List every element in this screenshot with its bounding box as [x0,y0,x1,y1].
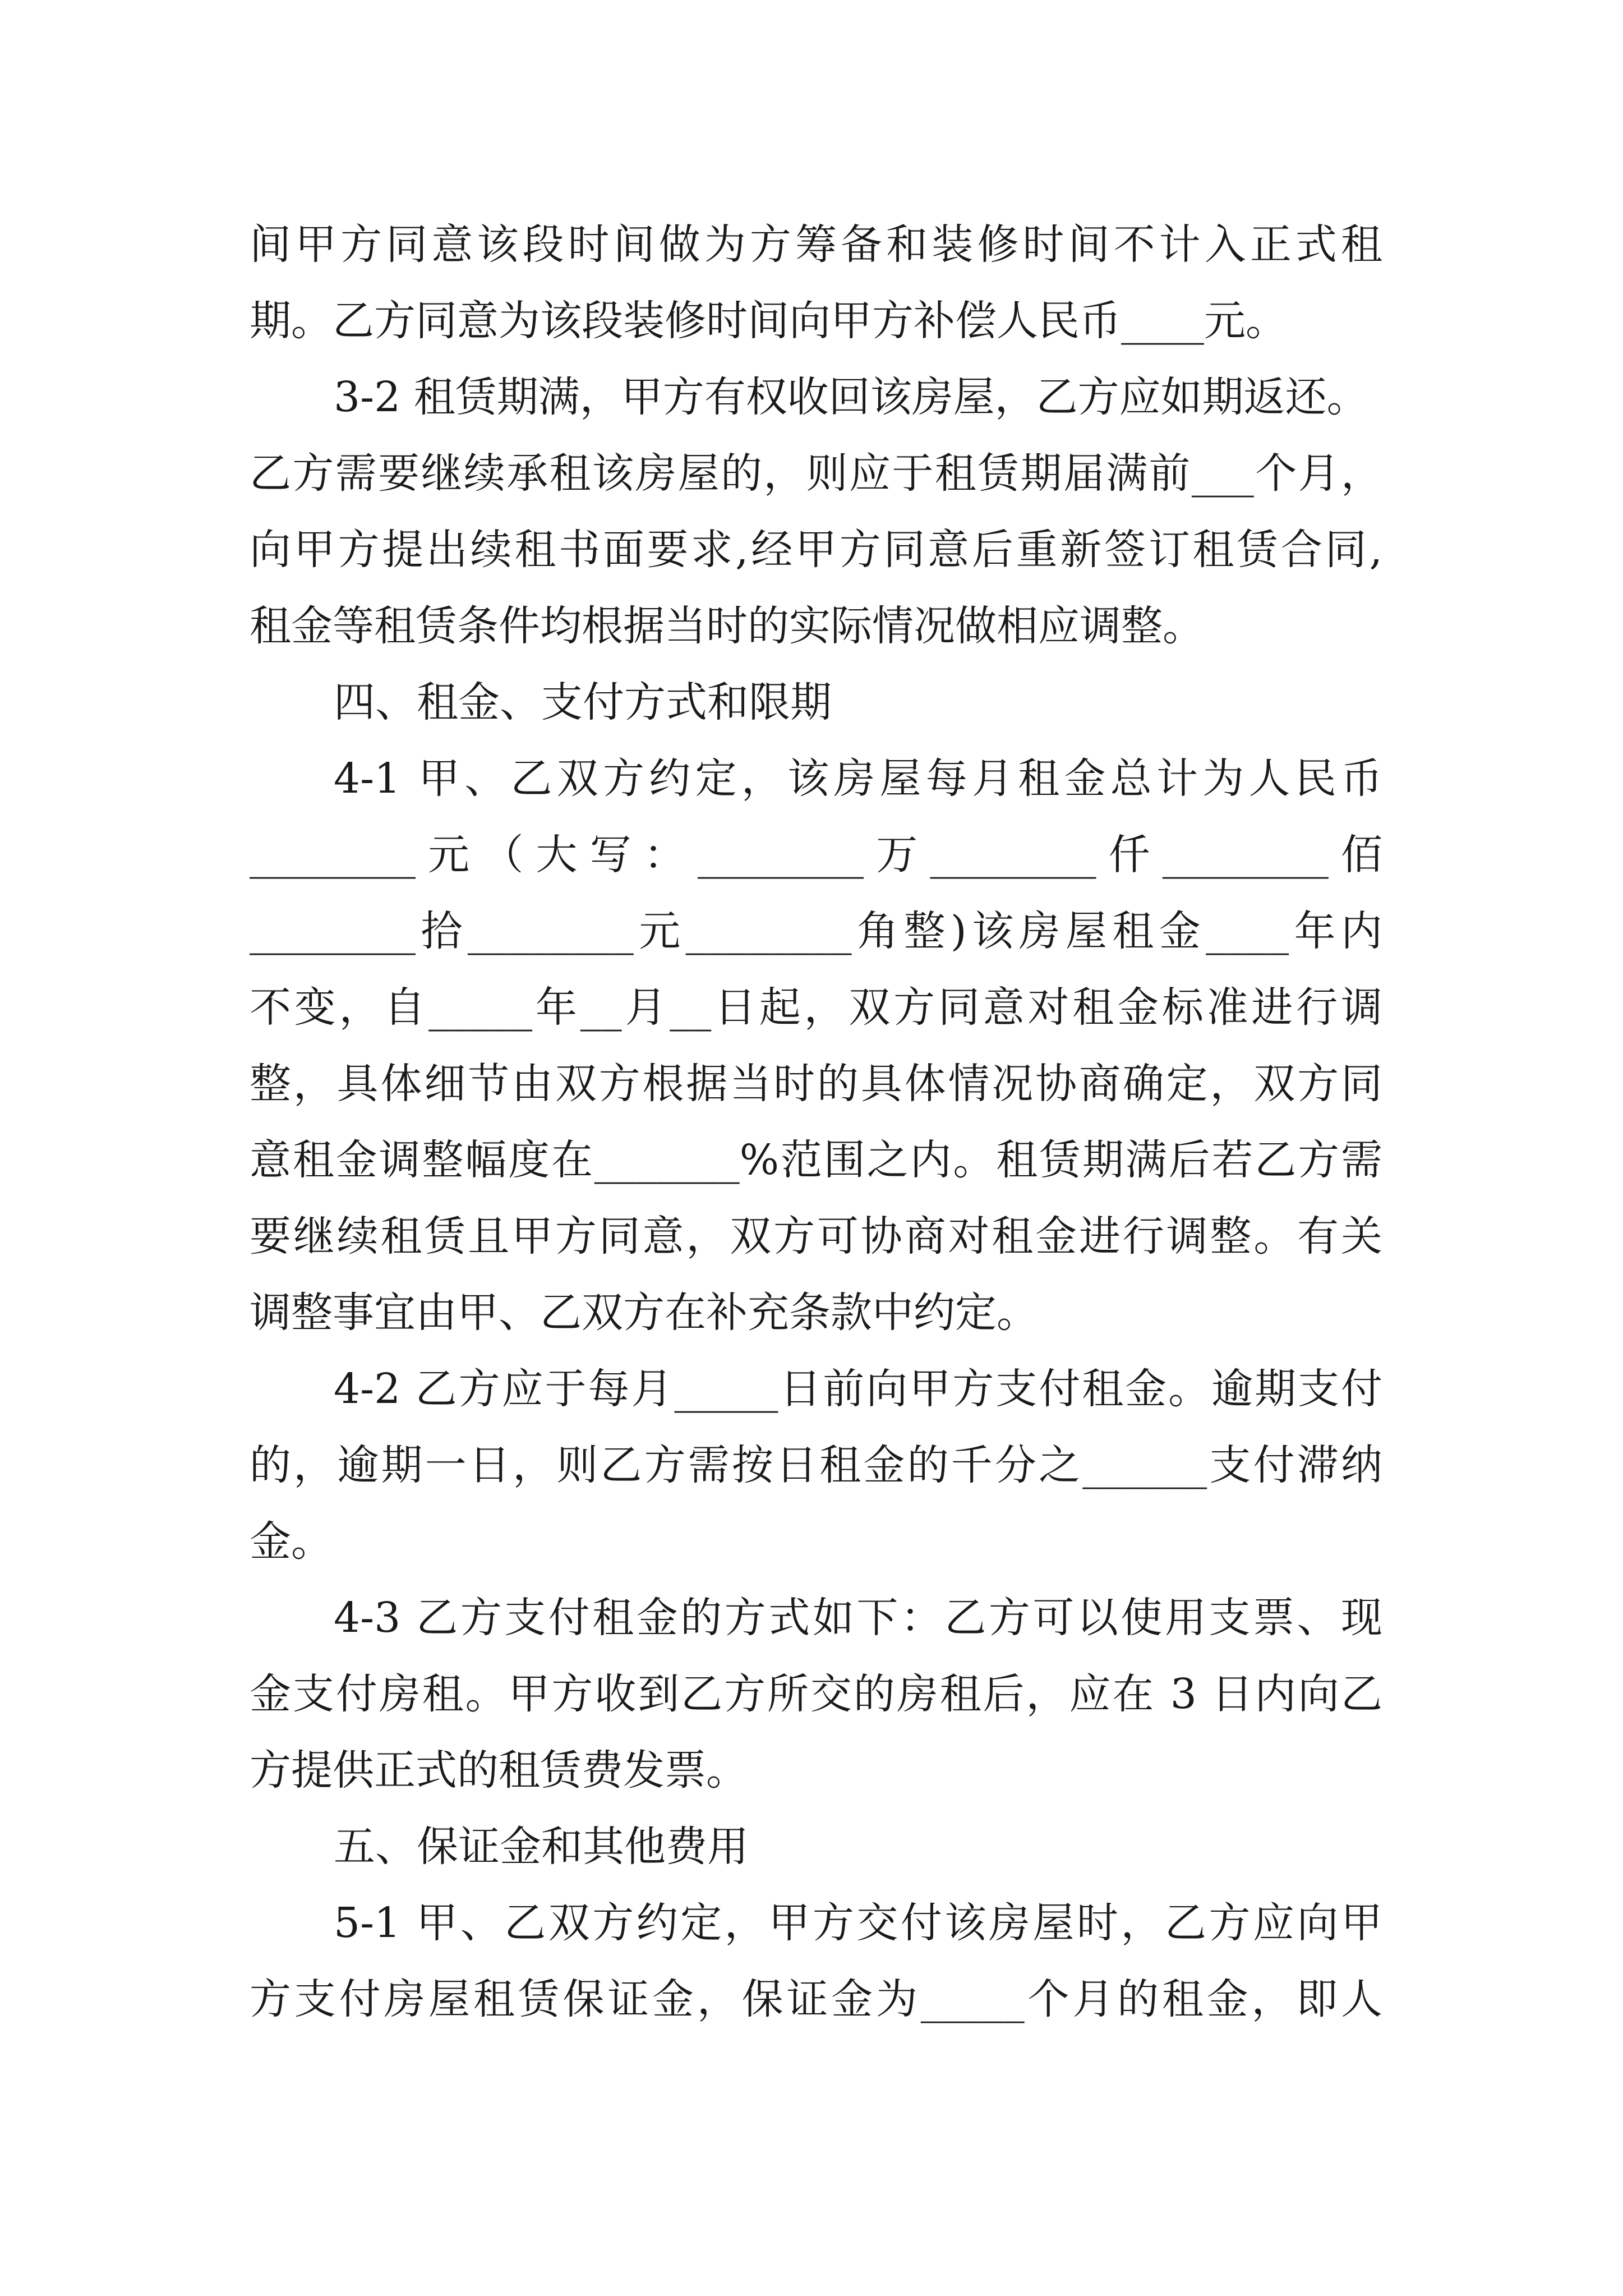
text-line: 乙方需要继续承租该房屋的，则应于租赁期届满前___个月， [250,449,1382,498]
text-line: 4-2 乙方应于每月_____日前向甲方支付租金。逾期支付 [334,1365,1382,1413]
text-line: 5-1 甲、乙双方约定，甲方交付该房屋时，乙方应向甲 [334,1899,1382,1947]
text-line: 租金等租赁条件均根据当时的实际情况做相应调整。 [250,602,1204,650]
text-line: 3-2 租赁期满，甲方有权收回该房屋，乙方应如期返还。 [334,373,1368,421]
text-line: 4-1 甲、乙双方约定，该房屋每月租金总计为人民币 [334,754,1382,803]
text-line: 四、租金、支付方式和限期 [334,678,832,726]
document-body [250,206,1382,2037]
text-line: 要继续租赁且甲方同意，双方可协商对租金进行调整。有关 [250,1212,1382,1260]
text-line: 调整事宜由甲、乙双方在补充条款中约定。 [250,1289,1038,1337]
text-line: 方提供正式的租赁费发票。 [250,1746,748,1795]
text-line: 方支付房屋租赁保证金，保证金为_____个月的租金，即人 [250,1975,1382,2023]
text-line: 金。 [250,1517,333,1566]
text-line: 意租金调整幅度在_______%范围之内。租赁期满后若乙方需 [250,1136,1382,1184]
text-line: 4-3 乙方支付租金的方式如下：乙方可以使用支票、现 [334,1594,1382,1642]
text-line: 间甲方同意该段时间做为方筹备和装修时间不计入正式租 [250,220,1382,269]
text-line: ________拾________元________角整)该房屋租金____年内 [250,907,1382,955]
text-line: 期。乙方同意为该段装修时间向甲方补偿人民币____元。 [250,297,1287,345]
text-line: 整，具体细节由双方根据当时的具体情况协商确定，双方同 [250,1060,1382,1108]
text-line: 向甲方提出续租书面要求,经甲方同意后重新签订租赁合同, [250,526,1382,574]
text-line: 的，逾期一日，则乙方需按日租金的千分之______支付滞纳 [250,1441,1382,1489]
text-line: ________元（大写：________万________仟________佰 [250,831,1382,879]
text-line: 金支付房租。甲方收到乙方所交的房租后，应在 3 日内向乙 [250,1670,1382,1718]
text-line: 不变，自_____年__月__日起，双方同意对租金标准进行调 [250,983,1382,1032]
text-line: 五、保证金和其他费用 [334,1823,749,1871]
